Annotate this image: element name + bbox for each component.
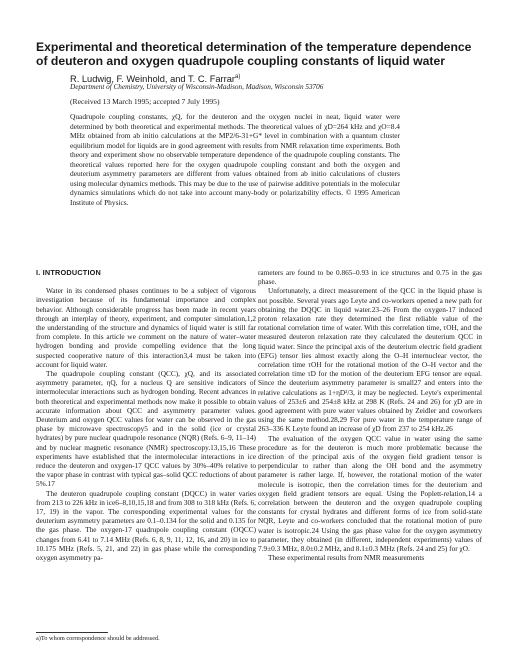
- section-heading-introduction: I. INTRODUCTION: [36, 268, 102, 277]
- affiliation: Department of Chemistry, University of Wisconsin-Madison, Madison, Wisconsin 53706: [70, 83, 324, 91]
- footnote-correspondence: a)To whom correspondence should be addressed.: [36, 635, 160, 642]
- intro-paragraph: Unfortunately, a direct measurement of the QCC in the liquid phase is not possible. Several years ago Leyte and co-workers opened a new path for obtaining the DQQC in liquid water.23–26 From the oxygen-17 induced proton relaxation rate they determined the first reliable value of the rotational correlation time of water. With this correlation time, τOH, and the measured deuteron relaxation rate they calculated the deuterium QCC in liquid water. Since the principal axis of the deuterium electric field gradient (EFG) tensor lies almost exactly along the O–H internuclear vector, the correlation time τOH for the rotational motion of the O–H vector and the correlation time τD for the motion of the deuterium EFG tensor are equal. Since the deuterium asymmetry parameter is small27 and enters into the relative calculations as 1+ηD²/3, it may be neglected. Leyte's experimental values of 253±6 and 254±8 kHz at 298 K (Refs. 24 and 26) for χD are in good agreement with pure water values obtained by Zeidler and coworkers using the same method.28,29 For pure water in the temperature range of 263–336 K Leyte found an increase of χD from 237 to 254 kHz.26: [258, 286, 482, 434]
- intro-paragraph: rameters are found to be 0.865–0.93 in ice structures and 0.75 in the gas phase.: [258, 268, 482, 287]
- intro-paragraph: These experimental results from NMR measurements: [268, 553, 425, 563]
- footnote-divider: [36, 632, 108, 633]
- received-dates: (Received 13 March 1995; accepted 7 July 1995): [70, 97, 220, 106]
- left-column: [36, 268, 256, 653]
- article-title: Experimental and theoretical determination of the temperature dependence of deuteron and oxygen quadrupole coupling constants of liquid water: [36, 40, 472, 68]
- right-column: [258, 268, 482, 653]
- author-footnote-mark: a): [235, 74, 241, 80]
- intro-paragraph: The evaluation of the oxygen QCC value in water using the same procedure as for the deuteron is much more problematic because the direction of the principal axis of the oxygen field gradient tensor is perpendicular to rather than along the OH bond and the asymmetry parameter is rather large. If, however, the rotational motion of the water molecule is isotropic, then the correlation times for the deuterium and oxygen field gradient tensors are equal. Using the Poplett-relation,14 a correlation between the deuteron and the oxygen quadrupole coupling constants for crystal hydrates and different forms of ice from solid-state NQR, Leyte and co-workers concluded that the rotational motion of pure water is isotropic.24 Using the gas phase value for the oxygen asymmetry parameter, they obtained (in different, independent experiments) values of 7.9±0.3 MHz, 8.0±0.2 MHz, and 8.1±0.3 MHz (Refs. 24 and 25) for χO.: [258, 433, 482, 554]
- author-names: R. Ludwig, F. Weinhold, and T. C. Farrar: [70, 74, 236, 85]
- abstract: Quadrupole coupling constants, χQ, for the deuteron and the oxygen nuclei in neat, liquid water were determined by both theoretical and experimental methods. The theoretical values of χD=264 kHz and χO=8.4 MHz obtained from ab initio calculations at the MP2/6-31+G* level in combination with a quantum cluster equilibrium model for liquids are in good agreement with results from NMR relaxation time experiments. Both theory and experiment show no observable temperature dependence of the quadrupole coupling constants. The theoretical values reported here for the oxygen quadrupole coupling constant and both the oxygen and deuterium asymmetry parameters are different from values obtained from ab initio calculations of clusters using molecular dynamics methods. This may be due to the use of pairwise additive potentials in the molecular dynamics simulations which do not take into account many-body or polarizability effects. © 1995 American Institute of Physics.: [70, 112, 400, 207]
- intro-paragraph: The quadrupole coupling constant (QCC), χQ, and its associated asymmetry parameter, ηQ, for a nucleus Q are sensitive indicators of intermolecular interactions such as hydrogen bonding. Recent advances in both theoretical and experimental methods now make it possible to obtain accurate information about QCC and asymmetry parameter values. Deuterium and oxygen QCC values for water can be observed in the gas phase by microwave spectroscopy5 and in the solid (ice or crystal hydrates) by pure nuclear quadrupole resonance (NQR) (Refs. 6–9, 11–14) and by nuclear magnetic resonance (NMR) spectroscopy.13,15,16 These experiments have established that the intermolecular interactions in ice reduce the deuteron and oxygen-17 QCC values by 30%–40% relative to the vapor phase in contrast with typical gas–solid QCC reductions of about 5%.17: [36, 369, 256, 489]
- intro-paragraph: The deuteron quadrupole coupling constant (DQCC) in water varies from 213 to 226 kHz in ice6–8,10,15,18 and from 308 to 318 kHz (Refs. 6, 17, 19) in the vapor. The corresponding experimental values for the deuterium asymmetry parameters are 0.1–0.134 for the solid and 0.135 for the gas phase. The oxygen-17 quadrupole coupling constant (OQCC) changes from 6.41 to 7.14 MHz (Refs. 6, 8, 9, 11, 12, 16, and 20) in ice to 10.175 MHz (Refs. 5, 21, and 22) in gas phase while the corresponding oxygen asymmetry pa-: [36, 488, 256, 563]
- intro-paragraph: Water in its condensed phases continues to be a subject of vigorous investigation because of its fundamental importance and complex behavior. Although considerable progress has been made in recent years through an interplay of theory, experiment, and computer simulation,1,2 the understanding of the structure and dynamics of liquid water is still far from complete. In this article we comment on the nature of water–water hydrogen bonding and provide compelling evidence that the long suspected cooperative nature of this interaction3,4 must be taken into account for liquid water.: [36, 286, 256, 369]
